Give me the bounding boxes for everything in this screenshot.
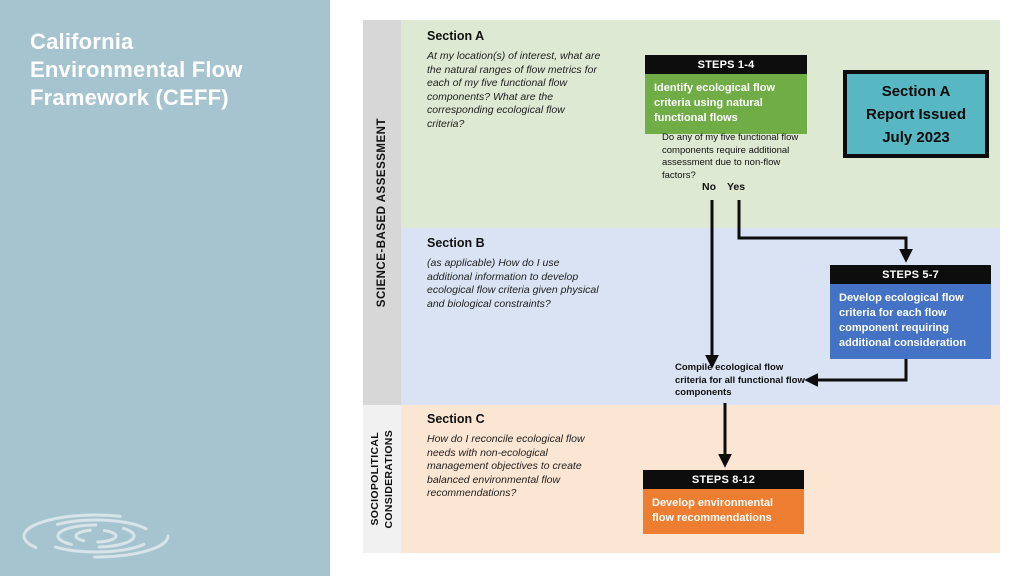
sociopolitical-label-line2: CONSIDERATIONS <box>383 429 395 529</box>
section-b-text <box>427 236 612 311</box>
report-line1: Section A <box>881 82 951 100</box>
decision-yes-label: Yes <box>727 181 746 193</box>
steps-1-4-box <box>645 55 807 134</box>
page-title-line3: Framework (CEFF) <box>30 85 229 110</box>
science-based-assessment-strip <box>363 20 401 405</box>
section-c-text <box>427 412 612 501</box>
report-line3: July 2023 <box>882 128 950 146</box>
steps-8-12-box <box>643 470 804 534</box>
science-based-assessment-label: SCIENCE-BASED ASSESSMENT <box>376 117 388 308</box>
steps-1-4-body: Identify ecological flow criteria using natural functional flows <box>645 74 807 134</box>
steps-8-12-body: Develop environmental flow recommendations <box>643 489 804 534</box>
page-title <box>30 28 310 112</box>
sociopolitical-considerations-strip <box>363 405 401 553</box>
section-c-heading: Section C <box>427 412 485 426</box>
steps-5-7-box <box>830 265 991 359</box>
steps-5-7-body: Develop ecological flow criteria for each flow component requiring additional consideration <box>830 284 991 359</box>
section-a-report-box <box>843 70 989 158</box>
decision-no-label: No <box>702 181 716 193</box>
sociopolitical-considerations-label <box>368 430 396 529</box>
section-a-report-text <box>866 80 966 149</box>
section-a-text <box>427 29 612 131</box>
steps-5-7-header: STEPS 5-7 <box>830 265 991 284</box>
section-a-heading: Section A <box>427 29 485 43</box>
steps-1-4-header: STEPS 1-4 <box>645 55 807 74</box>
section-b-question: (as applicable) How do I use additional information to develop ecological flow criteria given physical and biological constraints? <box>427 257 599 310</box>
report-line2: Report Issued <box>865 105 967 123</box>
page-title-line2: Environmental Flow <box>30 57 243 82</box>
page-title-line1: California <box>30 29 134 54</box>
compile-criteria-note: Compile ecological flow criteria for all functional flow components <box>675 362 805 398</box>
sociopolitical-label-line1: SOCIOPOLITICAL <box>369 432 381 526</box>
section-a-question: At my location(s) of interest, what are the natural ranges of flow metrics for each of my five functional flow components? What are the corresponding ecological flow criteria? <box>427 50 601 130</box>
section-b-heading: Section B <box>427 236 485 250</box>
sidebar <box>0 0 330 576</box>
section-c-question: How do I reconcile ecological flow needs with non-ecological management objectives to create balanced environmental flow recommendations? <box>427 433 585 499</box>
decision-question: Do any of my five functional flow components require additional assessment due to non-flow factors? <box>662 132 799 181</box>
ceff-flowchart <box>363 20 1000 553</box>
steps-8-12-header: STEPS 8-12 <box>643 470 804 489</box>
water-ripple-icon <box>8 500 188 570</box>
